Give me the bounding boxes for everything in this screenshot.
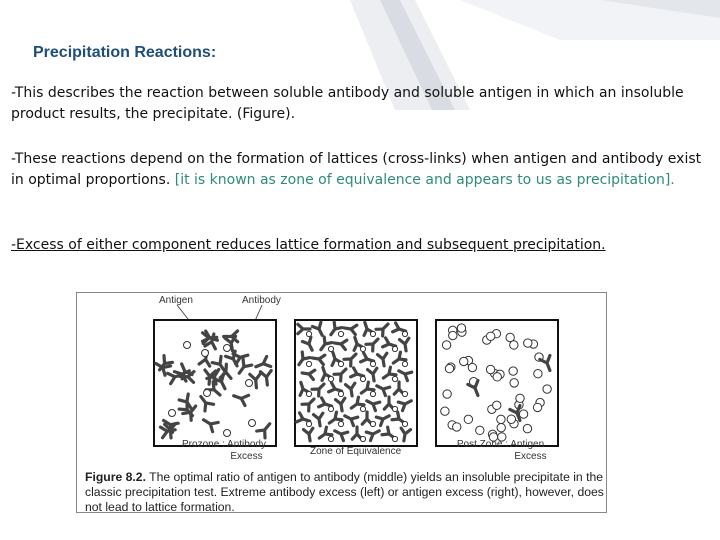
antigen-icon [402,331,407,336]
antigen-icon [184,342,191,349]
antigen-icon [486,332,494,340]
antigen-icon [402,361,407,366]
antigen-icon [370,421,375,426]
antigen-icon [306,391,311,396]
antigen-icon [392,436,397,441]
prozone-label-line1: Prozone : Antibody [182,439,266,450]
antigen-icon [453,423,461,431]
antigen-icon [533,403,541,411]
antigen-icon [524,339,532,347]
antigen-icon [402,421,407,426]
antigen-icon [476,426,484,434]
antigen-icon [493,373,501,381]
antigen-icon [360,376,365,381]
antigen-icon [510,379,518,387]
antigen-icon [338,361,343,366]
postzone-label [443,439,558,463]
antigen-icon [360,406,365,411]
antigen-icon [392,346,397,351]
precipitation-figure [76,292,607,513]
antigen-icon [534,370,542,378]
antigen-icon [449,331,457,339]
antigen-icon [202,350,209,357]
antigen-icon [445,364,453,372]
antigen-icon [328,406,333,411]
antigen-icon [468,363,476,371]
antigen-icon [328,436,333,441]
antigen-icon [402,391,407,396]
antigen-icon [441,407,449,415]
figure-caption-label: Figure 8.2. [85,470,146,484]
antigen-icon [507,415,515,423]
antigen-icon [457,324,465,332]
antigen-icon [360,346,365,351]
antigen-icon [460,357,468,365]
antigen-icon [224,430,231,437]
antigen-icon [360,436,365,441]
antigen-icon [486,365,494,373]
antigen-icon [249,420,256,427]
antigen-icon [328,376,333,381]
prozone-label [174,439,274,463]
prozone-label-line2: Excess [230,451,263,462]
antibody-label: Antibody [242,295,281,306]
antigen-icon [442,341,450,349]
antigen-icon [464,415,472,423]
antigen-icon [543,385,551,393]
antigen-icon [510,341,518,349]
paragraph-lattice [11,149,716,191]
antigen-icon [516,394,524,402]
antigen-icon [370,331,375,336]
antigen-icon [169,410,176,417]
antigen-icon [497,423,505,431]
antigen-icon [523,424,531,432]
page-title: Precipitation Reactions: [33,44,217,61]
antigen-icon [338,331,343,336]
figure-caption-text: The optimal ratio of antigen to antibody (middle) yields an insoluble precipitate in the classic precipitation test. Extreme antibody excess (left) or antigen excess (right), however, does not lead to lattice formation. [85,470,604,514]
antigen-icon [370,361,375,366]
antigen-icon [509,367,517,375]
antigen-icon [493,401,501,409]
antigen-icon [443,390,451,398]
antigen-icon [497,415,505,423]
antigen-icon [370,391,375,396]
antigen-icon [246,380,253,387]
antigen-icon [338,421,343,426]
antigen-icon [519,410,527,418]
antigen-icon [338,391,343,396]
paragraph-lattice-text: -These reactions depend on the formation of lattices (cross-links) when antigen and antibody exist in optimal proportions. [11,151,702,188]
antigen-label: Antigen [159,295,193,306]
paragraph-excess: -Excess of either component reduces lattice formation and subsequent precipitation. [11,237,606,253]
antigen-icon [224,345,231,352]
postzone-label-line2: Excess [514,451,547,462]
antigen-icon [306,421,311,426]
antigen-icon [306,361,311,366]
antigen-icon [204,390,211,397]
equivalence-label: Zone of Equivalence [310,446,402,457]
postzone-label-line1: Post Zone : Antigen [456,439,545,450]
zone-of-equivalence-note: [it is known as zone of equivalence and appears to us as precipitation]. [174,172,675,188]
paragraph-definition: -This describes the reaction between soluble antibody and soluble antigen in which an insoluble product results, the precipitate. (Figure). [11,85,684,122]
figure-caption [85,470,605,515]
antigen-icon [392,376,397,381]
